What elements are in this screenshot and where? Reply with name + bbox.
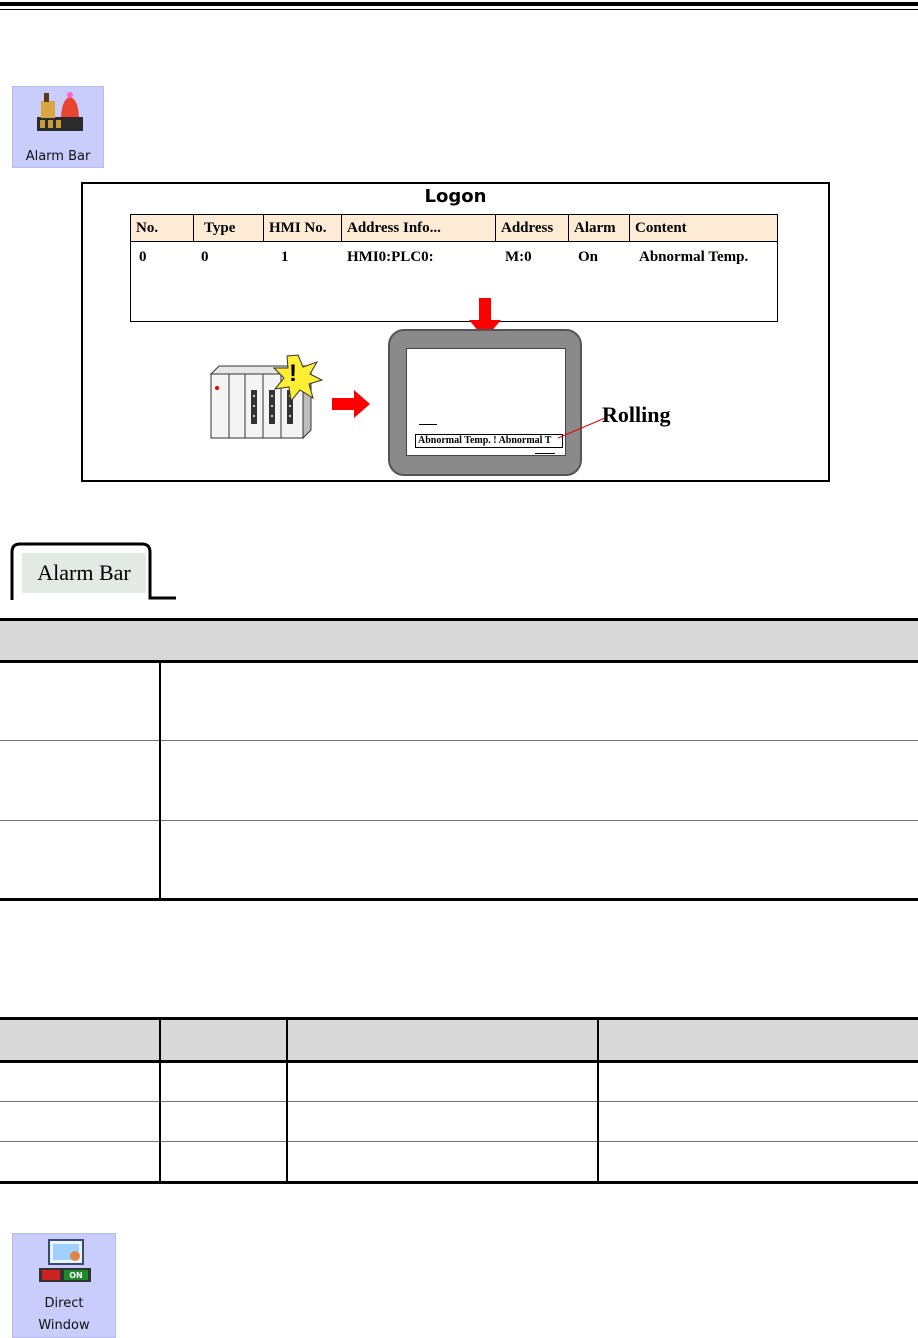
table-cell: On — [578, 249, 599, 265]
arrow-right-icon — [332, 388, 372, 420]
table-cell: Abnormal Temp. — [639, 249, 749, 265]
direct-window-tool[interactable] — [12, 1233, 116, 1338]
warning-burst-icon — [273, 354, 323, 402]
column-header: No. — [131, 215, 194, 241]
alarm-bar-tool[interactable] — [12, 86, 104, 168]
property-table-header-rule — [0, 660, 918, 663]
scroll-mark — [419, 424, 437, 425]
property-table-header — [0, 621, 918, 660]
property-table-row-divider — [0, 740, 918, 741]
alarm-bar-diagram — [81, 182, 830, 482]
property-table-row-divider — [0, 820, 918, 821]
direct-window-icon — [37, 1238, 93, 1286]
table-header-rule — [0, 1060, 918, 1063]
warning-mark: ! — [289, 360, 297, 387]
column-header: Address Info... — [342, 215, 496, 241]
column-header: Alarm — [569, 215, 630, 241]
table-cell: M:0 — [505, 249, 532, 265]
scroll-mark — [535, 453, 555, 454]
table-bottom-rule — [0, 1181, 918, 1184]
alarm-table-header — [131, 215, 777, 242]
alarm-table — [130, 214, 778, 322]
direct-window-label-line2: Window — [38, 1318, 90, 1333]
alarm-bar-label: Alarm Bar — [25, 149, 91, 164]
section-tab-alarm-bar: Alarm Bar — [22, 553, 146, 593]
column-header: HMI No. — [264, 215, 342, 241]
table-row-divider — [0, 1141, 918, 1142]
rolling-pointer-line — [557, 416, 607, 440]
column-header: Content — [635, 220, 687, 236]
table-cell: 0 — [139, 249, 147, 265]
table-row-divider — [0, 1101, 918, 1102]
diagram-title: Logon — [424, 186, 487, 207]
hmi-device — [388, 329, 582, 476]
table-cell: HMI0:PLC0: — [347, 249, 434, 265]
table-cell: 0 — [201, 249, 209, 265]
column-header: Address — [496, 215, 569, 241]
alarm-scroll-bar: Abnormal Temp. ! Abnormal T — [415, 434, 563, 448]
column-header: Type — [194, 215, 264, 241]
rolling-label: Rolling — [602, 402, 671, 427]
table-column-divider — [286, 1020, 288, 1181]
on-badge: ON — [69, 1271, 83, 1280]
direct-window-label-line1: Direct — [44, 1296, 84, 1311]
table-cell: 1 — [281, 249, 289, 265]
property-table-column-divider — [159, 663, 161, 898]
property-table-bottom-rule — [0, 898, 918, 901]
table-column-divider — [597, 1020, 599, 1181]
bell-alarm-icon — [35, 91, 85, 135]
table-header — [0, 1020, 918, 1060]
header-rule-thick — [0, 2, 918, 6]
table-column-divider — [159, 1020, 161, 1181]
header-rule-thin — [0, 9, 918, 10]
hmi-screen — [406, 348, 566, 456]
